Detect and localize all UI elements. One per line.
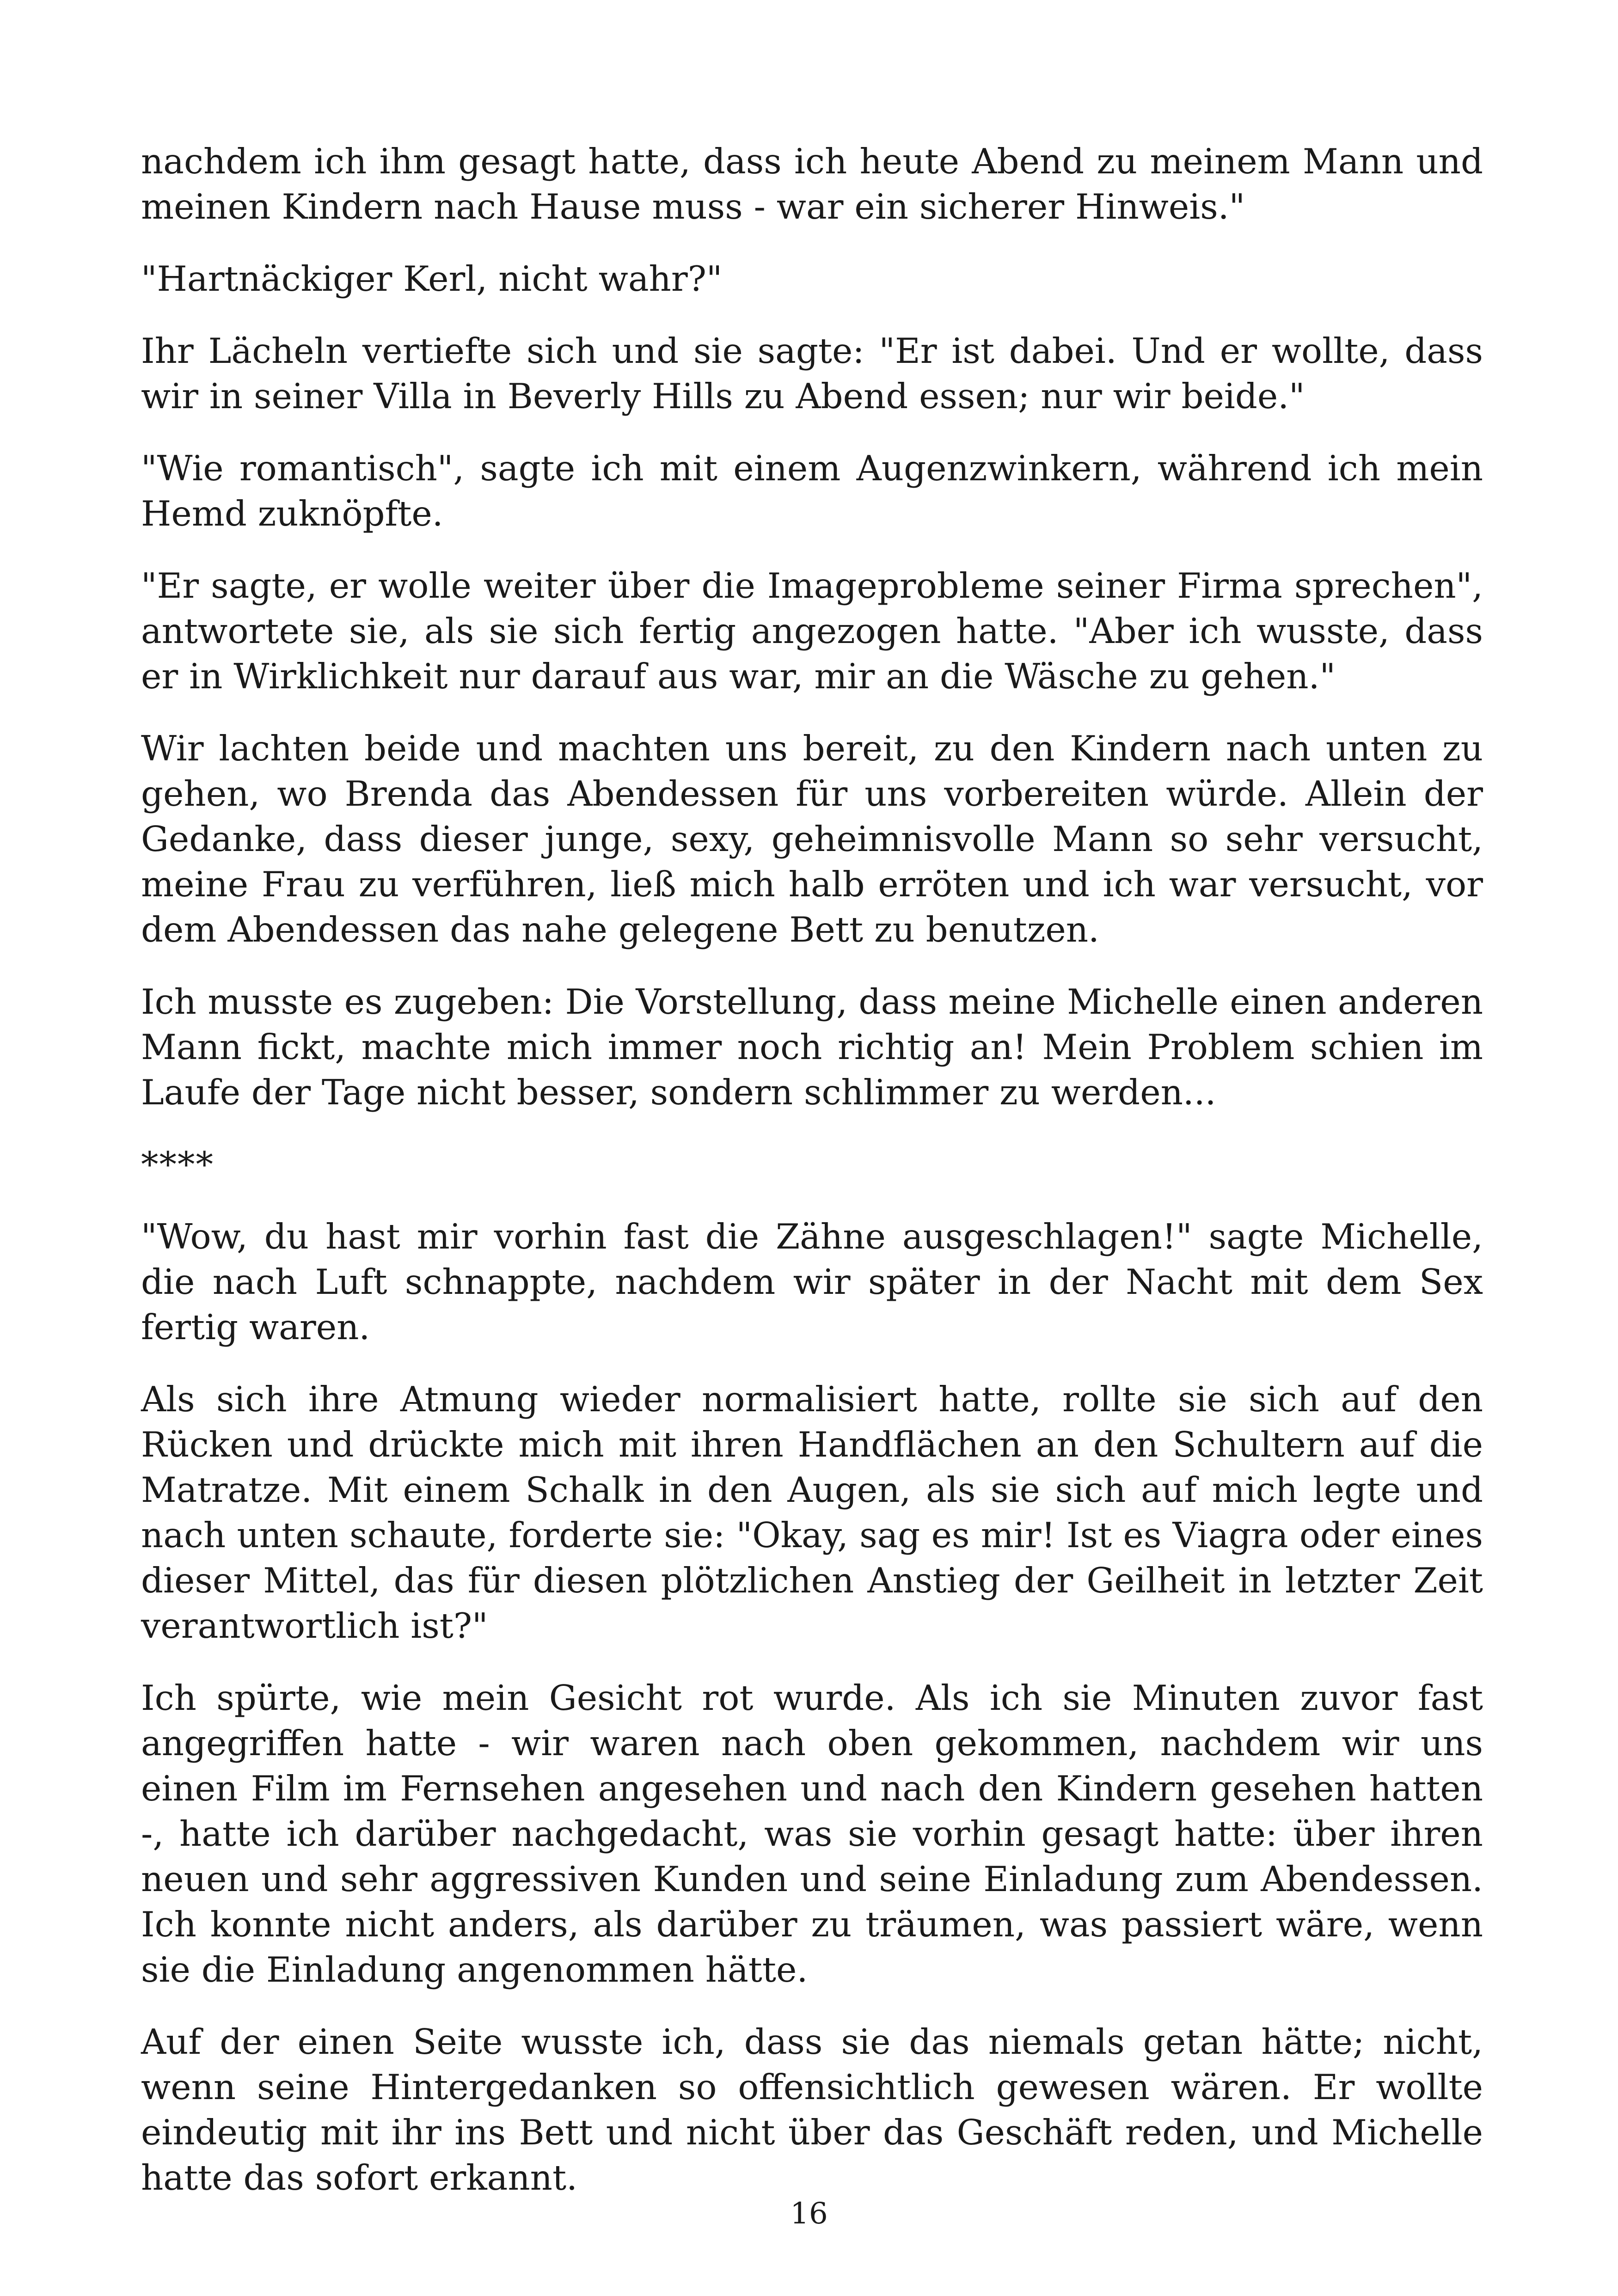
paragraph: Ihr Lächeln vertiefte sich und sie sagte: "Er ist dabei. Und er wollte, dass wir in seiner Villa in Beverly Hills zu Abend essen; nur wir beide." [141,331,1483,416]
paragraph: Wir lachten beide und machten uns bereit, zu den Kindern nach unten zu gehen, wo Brenda das Abendessen für uns vorbereiten würde. Allein der Gedanke, dass dieser junge, sexy, geheimnisvolle Mann so sehr versucht, meine Frau zu verführen, ließ mich halb erröten und ich war versucht, vor dem Abendessen das nahe gelegene Bett zu benutzen. [141,728,1483,950]
paragraph: Ich spürte, wie mein Gesicht rot wurde. Als ich sie Minuten zuvor fast angegriffen hatte - wir waren nach oben gekommen, nachdem wir uns einen Film im Fernsehen angesehen und nach den Kindern gesehen hatten -, hatte ich darüber nachgedacht, was sie vorhin gesagt hatte: über ihren neuen und sehr aggressiven Kunden und seine Einladung zum Abendessen. Ich konnte nicht anders, als darüber zu träumen, was passiert wäre, wenn sie die Einladung angenommen hätte. [141,1678,1483,1990]
paragraph: "Wie romantisch", sagte ich mit einem Augenzwinkern, während ich mein Hemd zuknöpfte. [141,448,1483,534]
body-text [141,139,1483,2227]
paragraph: Auf der einen Seite wusste ich, dass sie das niemals getan hätte; nicht, wenn seine Hintergedanken so offensichtlich gewesen wären. Er wollte eindeutig mit ihr ins Bett und nicht über das Geschäft reden, und Michelle hatte das sofort erkannt. [141,2021,1483,2198]
paragraph: "Hartnäckiger Kerl, nicht wahr?" [141,258,723,299]
paragraph: Ich musste es zugeben: Die Vorstellung, dass meine Michelle einen anderen Mann fickt, machte mich immer noch richtig an! Mein Problem schien im Laufe der Tage nicht besser, sondern schlimmer zu werden... [141,981,1483,1113]
section-separator: **** [141,1144,214,1185]
paragraph: "Er sagte, er wolle weiter über die Imageprobleme seiner Firma sprechen", antwortete sie, als sie sich fertig angezogen hatte. "Aber ich wusste, dass er in Wirklichkeit nur darauf aus war, mir an die Wäsche zu gehen." [141,565,1483,697]
paragraph: "Wow, du hast mir vorhin fast die Zähne ausgeschlagen!" sagte Michelle, die nach Luft schnappte, nachdem wir später in der Nacht mit dem Sex fertig waren. [141,1216,1483,1347]
paragraph: Als sich ihre Atmung wieder normalisiert hatte, rollte sie sich auf den Rücken und drückte mich mit ihren Handflächen an den Schultern auf die Matratze. Mit einem Schalk in den Augen, als sie sich auf mich legte und nach unten schaute, forderte sie: "Okay, sag es mir! Ist es Viagra oder eines dieser Mittel, das für diesen plötzlichen Anstieg der Geilheit in letzter Zeit verantwortlich ist?" [141,1379,1483,1646]
paragraph: nachdem ich ihm gesagt hatte, dass ich heute Abend zu meinem Mann und meinen Kindern nach Hause muss - war ein sicherer Hinweis." [141,141,1483,227]
page-number: 16 [790,2197,828,2231]
